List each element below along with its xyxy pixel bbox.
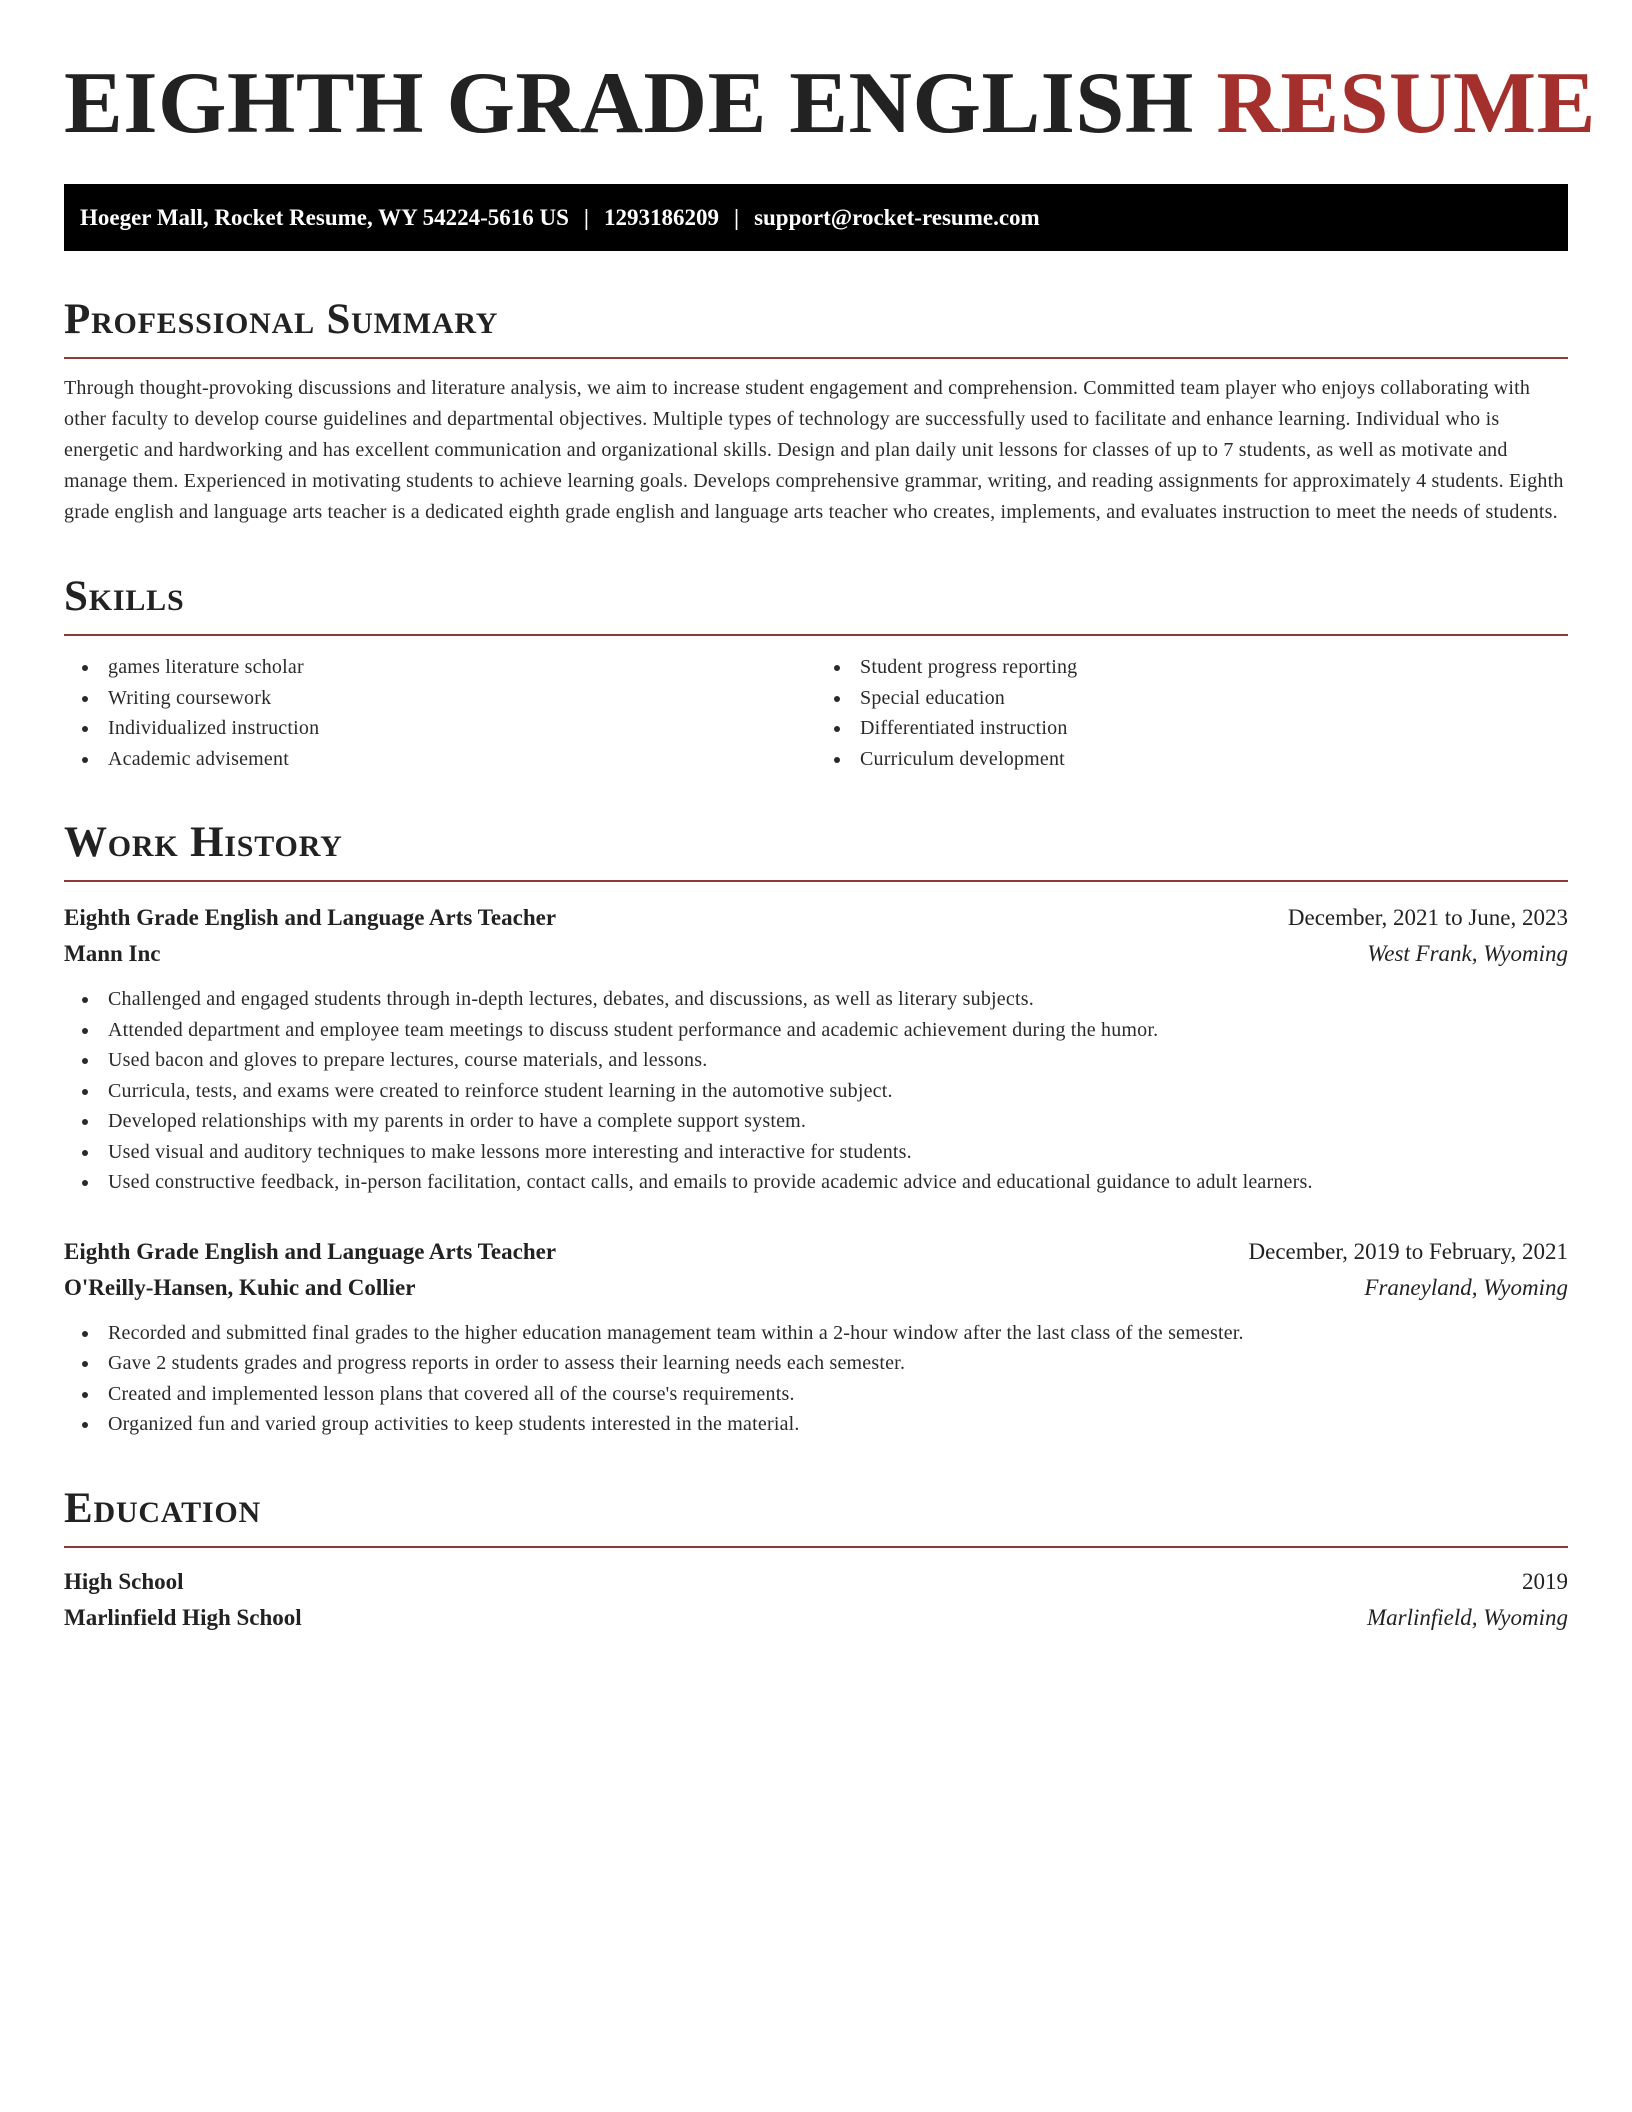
- contact-separator: |: [733, 205, 740, 230]
- job-duties-list: [64, 1318, 1568, 1440]
- section-divider: [64, 1546, 1568, 1548]
- skill-item: Special education: [816, 683, 1568, 714]
- skill-item: Academic advisement: [64, 744, 816, 775]
- skills-column-right: [816, 652, 1568, 774]
- skills-list-right: [816, 652, 1568, 774]
- summary-heading: Professional Summary: [64, 296, 499, 343]
- job-duty-item: Used constructive feedback, in-person facilitation, contact calls, and emails to provide academic advice and educational guidance to adult learners.: [64, 1167, 1568, 1198]
- section-divider: [64, 634, 1568, 636]
- education-school: Marlinfield High School: [64, 1604, 302, 1630]
- skills-grid: [64, 652, 1568, 774]
- job-duty-item: Recorded and submitted final grades to the higher education management team within a 2-hour window after the last class of the semester.: [64, 1318, 1568, 1349]
- job-duty-item: Gave 2 students grades and progress reports in order to assess their learning needs each semester.: [64, 1348, 1568, 1379]
- work-history-section: [64, 818, 1568, 1440]
- education-location: Marlinfield, Wyoming: [1366, 1604, 1568, 1630]
- job-dates: December, 2021 to June, 2023: [1287, 905, 1568, 930]
- job-duty-item: Attended department and employee team meetings to discuss student performance and academic achievement during the humor.: [64, 1015, 1568, 1046]
- contact-phone: 1293186209: [603, 205, 719, 230]
- job-duty-item: Curricula, tests, and exams were created to reinforce student learning in the automotive subject.: [64, 1076, 1568, 1107]
- contact-email: support@rocket-resume.com: [754, 205, 1040, 230]
- education-heading: Education: [64, 1484, 261, 1532]
- resume-title: [64, 50, 1596, 158]
- work-history-heading: Work History: [64, 819, 343, 866]
- job-duty-item: Used visual and auditory techniques to make lessons more interesting and interactive for students.: [64, 1137, 1568, 1168]
- job-header-row: [64, 900, 1568, 936]
- job-location: Franeyland, Wyoming: [1364, 1274, 1568, 1300]
- title-accent: RESUME: [1216, 55, 1596, 152]
- skills-column-left: [64, 652, 816, 774]
- job-company-row: [64, 1270, 1568, 1306]
- job-duty-item: Developed relationships with my parents in order to have a complete support system.: [64, 1106, 1568, 1137]
- skill-item: Individualized instruction: [64, 713, 816, 744]
- section-divider: [64, 357, 1568, 359]
- education-section: [64, 1484, 1568, 1636]
- summary-section: [64, 295, 1568, 528]
- skills-list-left: [64, 652, 816, 774]
- skills-section: [64, 572, 1568, 774]
- job-company: Mann Inc: [64, 941, 161, 966]
- education-year: 2019: [1522, 1568, 1568, 1594]
- skills-heading: Skills: [64, 573, 185, 620]
- job-header-row: [64, 1234, 1568, 1270]
- job-duty-item: Organized fun and varied group activities to keep students interested in the material.: [64, 1409, 1568, 1440]
- job-entry: [64, 900, 1568, 1198]
- job-dates: December, 2019 to February, 2021: [1248, 1238, 1568, 1264]
- education-entry: [64, 1564, 1568, 1636]
- education-degree-row: [64, 1564, 1568, 1600]
- job-duty-item: Created and implemented lesson plans that covered all of the course's requirements.: [64, 1379, 1568, 1410]
- job-duty-item: Used bacon and gloves to prepare lectures, course materials, and lessons.: [64, 1045, 1568, 1076]
- job-company-row: [64, 936, 1568, 972]
- skill-item: Curriculum development: [816, 744, 1568, 775]
- skill-item: Student progress reporting: [816, 652, 1568, 683]
- education-degree: High School: [64, 1568, 184, 1594]
- job-entry: [64, 1234, 1568, 1440]
- skill-item: games literature scholar: [64, 652, 816, 683]
- contact-bar: [64, 184, 1568, 251]
- job-location: West Frank, Wyoming: [1367, 941, 1568, 966]
- summary-text: Through thought-provoking discussions and literature analysis, we aim to increase student engagement and comprehension. Committed team player who enjoys collaborating with other faculty to develop course guidelines and departmental objectives. Multiple types of technology are successfully used to facilitate and enhance learning. Individual who is energetic and hardworking and has excellent communication and organizational skills. Design and plan daily unit lessons for classes of up to 7 students, as well as motivate and manage them. Experienced in motivating students to achieve learning goals. Develops comprehensive grammar, writing, and reading assignments for approximately 4 students. Eighth grade english and language arts teacher is a dedicated eighth grade english and language arts teacher who creates, implements, and evaluates instruction to meet the needs of students.: [64, 377, 1564, 523]
- skill-item: Differentiated instruction: [816, 713, 1568, 744]
- contact-separator: |: [583, 205, 589, 230]
- skill-item: Writing coursework: [64, 683, 816, 714]
- job-title: Eighth Grade English and Language Arts Teacher: [64, 1238, 557, 1264]
- job-title: Eighth Grade English and Language Arts Teacher: [64, 905, 557, 930]
- education-school-row: [64, 1600, 1568, 1636]
- contact-address: Hoeger Mall, Rocket Resume, WY 54224-5616 US: [80, 205, 569, 230]
- title-main: EIGHTH GRADE ENGLISH: [64, 55, 1194, 152]
- section-divider: [64, 880, 1568, 882]
- job-company: O'Reilly-Hansen, Kuhic and Collier: [64, 1274, 416, 1300]
- job-duties-list: [64, 984, 1568, 1198]
- job-duty-item: Challenged and engaged students through in-depth lectures, debates, and discussions, as well as literary subjects.: [64, 984, 1568, 1015]
